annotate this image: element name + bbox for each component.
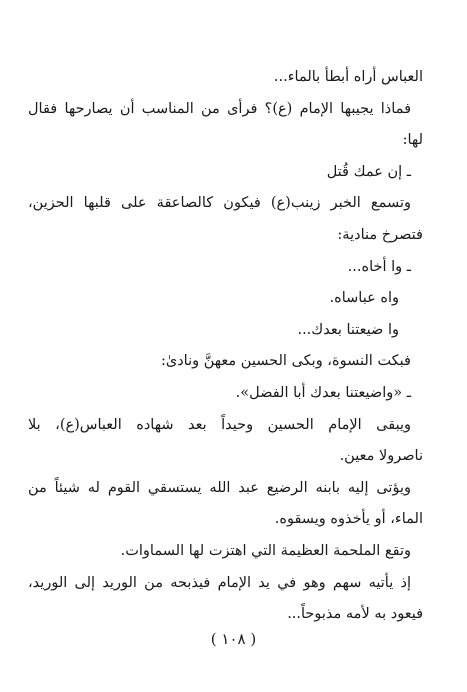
text-line: إذ يأتيه سهم وهو في يد الإمام فيذبحه من الوريد إلى الوريد،: [28, 574, 411, 591]
text-line: وا ضيعتنا بعدك...: [297, 321, 399, 338]
text-line: لها:: [402, 132, 423, 149]
text-line: ـ «واضيعتنا بعدك أبا الفضل».: [235, 384, 411, 401]
text-line: فماذا يجيبها الإمام (ع)؟ فرأى من المناسب أن يصارحها فقال: [28, 100, 411, 117]
text-line: فتصرخ منادية:: [337, 226, 423, 243]
text-line: فبكت النسوة، وبكى الحسين معهنَّ ونادىٰ:: [160, 353, 411, 370]
text-line: ناصرولا معين.: [339, 448, 423, 465]
text-line: الماء، أو يأخذوه ويسقوه.: [274, 511, 423, 528]
text-line: ويؤتى إليه بابنه الرضيع عبد الله يستسقي القوم له شيئاً من: [28, 479, 411, 496]
text-line: وتقع الملحمة العظيمة التي اهتزت لها السماوات.: [120, 542, 411, 559]
body-text: [28, 62, 423, 631]
text-line: العباس أراه أبطأ بالماء...: [273, 69, 423, 85]
text-line: واه عباساه.: [329, 290, 399, 307]
text-line: فيعود به لأمه مذبوحاً...: [287, 606, 423, 623]
page-number: ( ١٠٨ ): [210, 630, 257, 648]
text-line: ـ إن عمك قُتل: [326, 163, 411, 180]
text-line: وتسمع الخبر زينب(ع) فيكون كالصاعقة على قلبها الحزين،: [28, 195, 411, 212]
text-line: ويبقى الإمام الحسين وحيداً بعد شهاده العباس(ع)، بلا: [28, 416, 411, 433]
text-line: ـ وا أخاه...: [347, 258, 411, 275]
